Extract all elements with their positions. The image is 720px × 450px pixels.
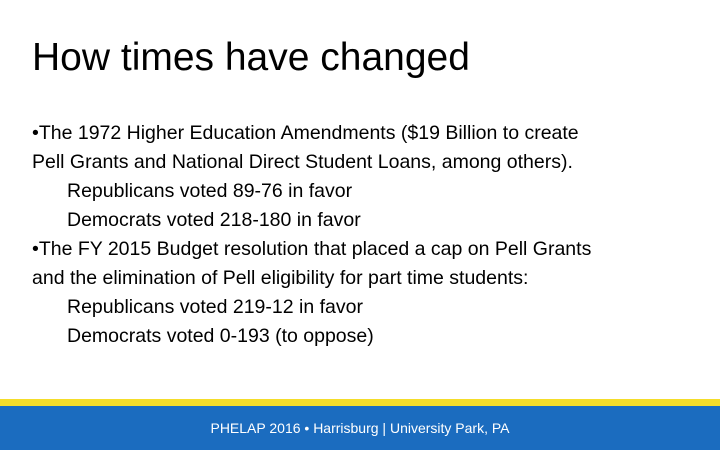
slide-body [32, 119, 712, 351]
footer-bar [0, 406, 720, 450]
bullet-1-sub-2: Democrats voted 218-180 in favor [67, 209, 361, 231]
footer-text: PHELAP 2016 • Harrisburg | University Park, PA [210, 420, 510, 436]
slide-title: How times have changed [32, 36, 470, 79]
accent-stripe [0, 399, 720, 406]
bullet-1-line-2: Pell Grants and National Direct Student Loans, among others). [32, 151, 573, 173]
bullet-1-sub-1: Republicans voted 89-76 in favor [67, 180, 353, 202]
bullet-1-line-1: •The 1972 Higher Education Amendments ($19 Billion to create [32, 122, 579, 144]
bullet-2-sub-1: Republicans voted 219-12 in favor [67, 296, 363, 318]
bullet-2-sub-2: Democrats voted 0-193 (to oppose) [67, 325, 374, 347]
bullet-2-line-2: and the elimination of Pell eligibility for part time students: [32, 267, 529, 289]
bullet-2-line-1: •The FY 2015 Budget resolution that placed a cap on Pell Grants [32, 238, 592, 260]
